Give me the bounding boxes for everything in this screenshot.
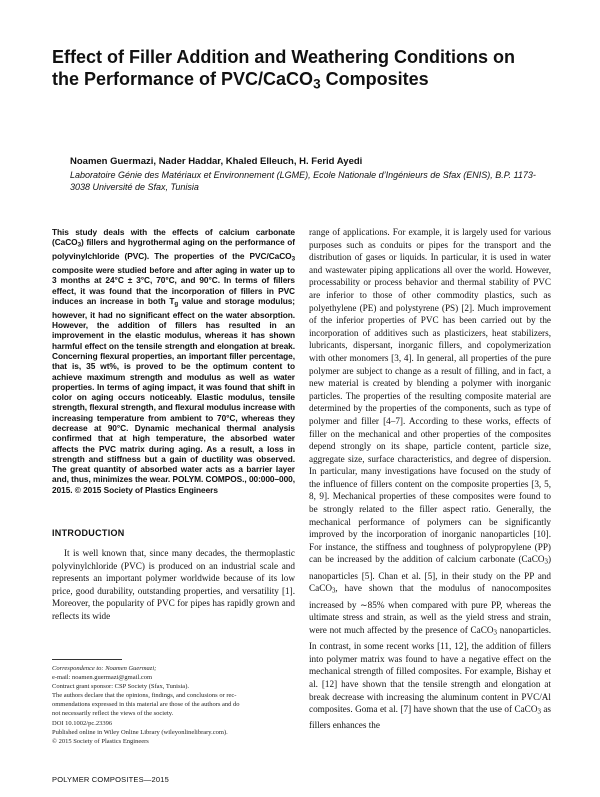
section-heading-introduction: INTRODUCTION: [52, 528, 125, 538]
title-line-2-text: the Performance of PVC/CaCO: [52, 69, 314, 89]
journal-footer: POLYMER COMPOSITES—2015: [52, 775, 169, 784]
right-subscript-c: 3: [493, 629, 497, 637]
right-text-e: as fillers enhances the: [309, 704, 551, 731]
footnote-doi[interactable]: DOI 10.1002/pc.23396: [52, 719, 113, 727]
right-text-a: range of applications. For example, it is largely used for various purposes such as conduits or pipes for the transport and the distribution of gases or liquids. In particular, it is used in water and wastewater piping applications all over the world. However, processability or process behavior and thermal stability of PVC are inferior to those of other commodity plastics, such as polyethylene (PE) and polystyrene (PS) [2]. Much improvement of the inferior properties of PVC has been carried out by the incorporation of additives such as plasticizers, heat stabilizers, lubricants, dispersant, inorganic fillers, and copolymerization with other monomers [3, 4]. In general, all properties of the pure polymer are subject to change as a result of filling, and in fact, a new material is created by blending a polymer with inorganic particles. The properties of the resulting composite material are determined by the properties of the components, such as type of polymer and filler [4–7]. According to these works, effects of filler on the mechanical and other properties of the composites depend strongly on its shape, particle content, particle size, aggregate size, surface characteristics, and degree of dispersion. In particular, many investigations have focused on the study of the influence of fillers content on the composite properties [3, 5, 8, 9]. Mechanical properties of these composites were found to be strongly related to the filler aspect ratio. Generally, the mechanical performance of polymers can be significantly improved by the incorporation of inorganic nanoparticles [10]. For instance, the stiffness and toughness of polypropylene (PP) can be increased by the addition of calcium carbonate (CaCO: [309, 227, 551, 565]
abstract-text-2: ) fillers and hygrothermal aging on the performance of polyvinylchloride (PVC). The properties of the PVC/CaCO: [52, 237, 295, 262]
title-line-1: Effect of Filler Addition and Weathering Conditions on: [52, 47, 515, 67]
affiliation: Laboratoire Génie des Matériaux et Environnement (LGME), Ecole Nationale d’Ingénieurs de Sfax (ENIS), B.P. 1173-3038 Université de Sfax, Tunisia: [70, 170, 536, 192]
abstract: [52, 227, 295, 495]
footnote-disclaimer-2: ommendations expressed in this material are those of the authors and do: [52, 701, 240, 709]
right-column-paragraph: [309, 226, 551, 732]
title-subscript: 3: [313, 76, 321, 92]
author-list: Noamen Guermazi, Nader Haddar, Khaled Elleuch, H. Ferid Ayedi: [70, 156, 363, 167]
footnote-copyright: © 2015 Society of Plastics Engineers: [52, 737, 149, 745]
paper-title: [52, 46, 552, 95]
abstract-subscript-3: g: [174, 300, 179, 308]
footnote-divider: [52, 659, 122, 660]
abstract-subscript-1: 3: [77, 241, 81, 249]
title-line-2-end: Composites: [320, 69, 429, 89]
abstract-text-1: This study deals with the effects of calcium carbonate (CaCO: [52, 227, 295, 248]
title-line-2: [52, 68, 552, 95]
right-subscript-b: 3: [331, 588, 336, 596]
right-text-d: nanoparticles. In contrast, in some recent works [11, 12], the addition of fillers into polymer matrix was found to have a negative effect on the mechanical strength of filled composites. For example, Bishay et al. [12] have shown that the tensile strength and elongation at break decrease with increasing the aluminum content in PVC/Al composites. Goma et al. [7] have shown that the use of CaCO: [309, 624, 551, 715]
abstract-subscript-2: 3: [291, 255, 295, 263]
introduction-text: [52, 547, 295, 623]
footnote-published: Published online in Wiley Online Library (wileyonlinelibrary.com).: [52, 728, 228, 736]
footnote-correspondence: Correspondence to: Noamen Guermazi;: [52, 665, 157, 672]
right-subscript-d: 3: [537, 708, 541, 716]
right-text-c: , have shown that the modulus of nanocomposites increased by ∼85% when compared with pure PP, whereas the ultimate stress and strain, as well as the yield stress and strain, were not much affected by the presence of CaCO: [309, 583, 551, 635]
footnote-disclaimer-3: not necessarily reflect the views of the society.: [52, 710, 174, 718]
footnote-grant: Contract grant sponsor: CSP Society (Sfax, Tunisia).: [52, 683, 189, 691]
introduction-paragraph: It is well known that, since many decades, the thermoplastic polyvinylchloride (PVC) is produced on an industrial scale and represents an important polymer worldwide because of its low price, good durability, outstanding properties, and versatility [1]. Moreover, the popularity of PVC for pipes has rapidly grown and reflects its wide: [52, 548, 295, 621]
right-subscript-a: 3: [544, 559, 548, 567]
right-column-text: [309, 226, 551, 732]
footnote-email[interactable]: e-mail: noamen.guermazi@gmail.com: [52, 674, 153, 682]
abstract-text-4: value and storage modulus; however, it had no significant effect on the water absorption. However, the addition of fillers has resulted in an improvement in the elastic modulus, whereas it has shown harmful effect on the tensile strength and elongation at break. Concerning flexural properties, an important filler percentage, that is, 35 wt%, is proved to be the optimum content to achieve maximum strength and modulus as well as water properties. In terms of aging impact, it was found that shift in color on aging occurs noticeably. Elastic modulus, tensile strength, flexural strength, and flexural modulus increase with increasing temperature from ambient to 70°C, whereas they decrease at 90°C. Dynamic mechanical thermal analysis confirmed that at high temperature, the absorbed water affects the PVC matrix during aging. As a result, a loss in strength and stiffness but a gain of ductility was observed. The great quantity of absorbed water acts as a barrier layer and, thus, minimizes the wear. POLYM. COMPOS., 00:000–000, 2015. © 2015 Society of Plastics Engineers: [52, 295, 296, 495]
abstract-text-3: composite were studied before and after aging in water up to 3 months at 24°C ± 3°C, 70°C, and 90°C. In terms of fillers effect, it was found that the incorporation of fillers in PVC induces an increase in both T: [52, 264, 295, 306]
footnotes: [52, 664, 295, 746]
right-text-b: ) nanoparticles [5]. Chan et al. [5], in their study on the PP and CaCO: [309, 554, 551, 594]
footnote-disclaimer-1: The authors declare that the opinions, findings, and conclusions or rec-: [52, 692, 237, 700]
